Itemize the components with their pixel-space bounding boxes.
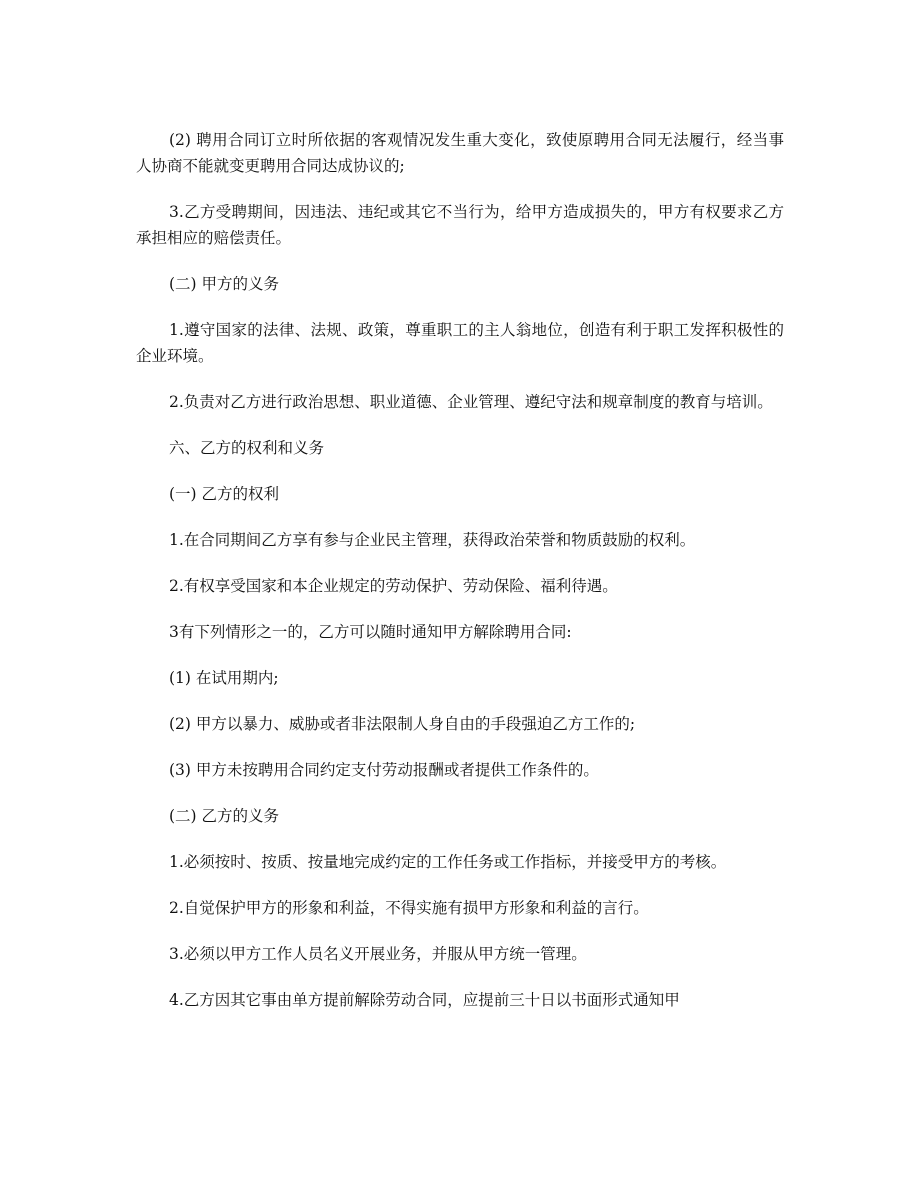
heading-party-a-obligations: (二) 甲方的义务 [169, 275, 280, 293]
paragraph-obligation-2-training: 2.负责对乙方进行政治思想、职业道德、企业管理、遵纪守法和规章制度的教育与培训。 [169, 393, 773, 411]
paragraph-obligation-1-comply-law: 1.遵守国家的法律、法规、政策，尊重职工的主人翁地位，创造有利于职工发挥积极性的企业环境。 [136, 321, 784, 365]
paragraph-b-obligation-4-notice: 4.乙方因其它事由单方提前解除劳动合同，应提前三十日以书面形式通知甲 [169, 991, 680, 1009]
paragraph-clause-3-liability: 3.乙方受聘期间，因违法、违纪或其它不当行为，给甲方造成损失的，甲方有权要求乙方承担相应的赔偿责任。 [136, 203, 784, 247]
heading-party-b-obligations: (二) 乙方的义务 [169, 807, 280, 825]
paragraph-item-2-coercion: (2) 甲方以暴力、威胁或者非法限制人身自由的手段强迫乙方工作的; [169, 715, 636, 733]
paragraph-item-3-unpaid: (3) 甲方未按聘用合同约定支付劳动报酬或者提供工作条件的。 [169, 761, 599, 779]
paragraph-right-3-termination: 3有下列情形之一的，乙方可以随时通知甲方解除聘用合同: [169, 623, 572, 641]
paragraph-clause-2-objective-change: (2) 聘用合同订立时所依据的客观情况发生重大变化，致使原聘用合同无法履行，经当事人协商不能就变更聘用合同达成协议的; [136, 131, 784, 175]
document-body [136, 127, 784, 1033]
paragraph-b-obligation-3-name: 3.必须以甲方工作人员名义开展业务，并服从甲方统一管理。 [169, 945, 587, 963]
paragraph-item-1-probation: (1) 在试用期内; [169, 669, 279, 687]
paragraph-right-2-protection: 2.有权享受国家和本企业规定的劳动保护、劳动保险、福利待遇。 [169, 577, 618, 595]
paragraph-right-1-participation: 1.在合同期间乙方享有参与企业民主管理，获得政治荣誉和物质鼓励的权利。 [169, 531, 696, 549]
heading-party-b-rights: (一) 乙方的权利 [169, 485, 280, 503]
paragraph-b-obligation-1-tasks: 1.必须按时、按质、按量地完成约定的工作任务或工作指标，并接受甲方的考核。 [169, 853, 727, 871]
paragraph-b-obligation-2-image: 2.自觉保护甲方的形象和利益，不得实施有损甲方形象和利益的言行。 [169, 899, 649, 917]
heading-section-6-party-b-rights-obligations: 六、乙方的权利和义务 [169, 439, 325, 457]
